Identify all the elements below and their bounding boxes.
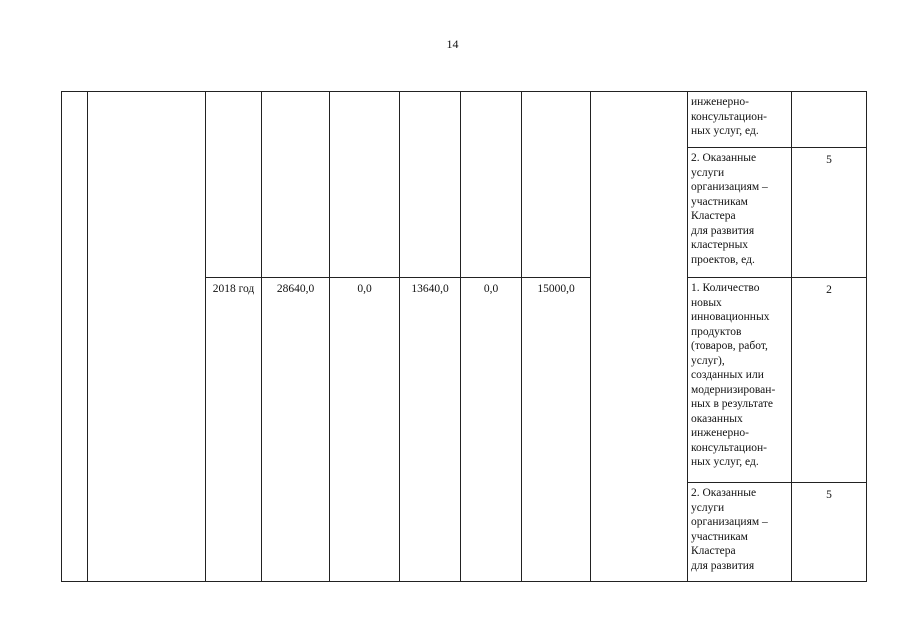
funding-table [61,91,867,582]
indicator-line: участникам [691,195,748,208]
executor-cell [591,92,688,582]
page-number: 14 [446,37,459,51]
indicator-line: ных услуг, ед. [691,456,759,468]
indicator-line: консультацион- [691,441,767,454]
indicator-cell [688,92,792,148]
indicator-line: продуктов [691,325,742,338]
indicator-line: участникам [691,530,748,543]
indicator-cell [688,148,792,278]
funding-cell: 15000,0 [522,278,591,582]
indicator-line: модернизирован- [691,383,776,396]
indicator-value: 5 [792,148,867,278]
funding-cell-empty [522,92,591,278]
indicator-line: 1. Количество [691,282,760,294]
funding-cell: 0,0 [461,278,522,582]
indicator-line: созданных или [691,369,764,381]
indicator-line: новых [691,296,722,309]
funding-cell: 0,0 [330,278,400,582]
indicator-line: инженерно- [691,427,749,439]
indicator-cell [688,483,792,582]
year-cell: 2018 год [206,278,262,582]
indicator-line: организациям – [691,181,768,193]
indicator-line: услуг), [691,354,725,367]
indicator-line: 2. Оказанные [691,487,757,499]
indicator-cell [688,278,792,483]
year-cell-empty [206,92,262,278]
total-cell: 28640,0 [262,278,330,582]
indicator-line: инженерно- [691,96,749,108]
funding-cell-empty [330,92,400,278]
indicator-line: услуги [691,501,725,514]
indicator-line: Кластера [691,210,736,222]
indicator-line: 2. Оказанные [691,152,757,164]
number-cell [62,92,88,582]
indicator-line: для развития [691,224,755,237]
total-cell-empty [262,92,330,278]
indicator-line: ных в результате [691,398,773,410]
indicator-line: кластерных [691,239,749,251]
indicator-line: Кластера [691,545,736,557]
indicator-line: инновационных [691,311,770,323]
indicator-value: 2 [792,278,867,483]
funding-cell-empty [461,92,522,278]
funding-cell: 13640,0 [400,278,461,582]
indicator-line: для развития [691,559,755,572]
event-name-cell [88,92,206,582]
indicator-line: оказанных [691,412,743,425]
indicator-line: проектов, ед. [691,253,755,266]
funding-cell-empty [400,92,461,278]
indicator-line: организациям – [691,516,768,528]
indicator-line: услуги [691,166,725,179]
table-row [62,92,867,148]
indicator-value: 5 [792,483,867,582]
indicator-line: консультацион- [691,110,767,123]
indicator-value [792,92,867,148]
indicator-line: (товаров, работ, [691,340,768,352]
indicator-line: ных услуг, ед. [691,125,759,137]
